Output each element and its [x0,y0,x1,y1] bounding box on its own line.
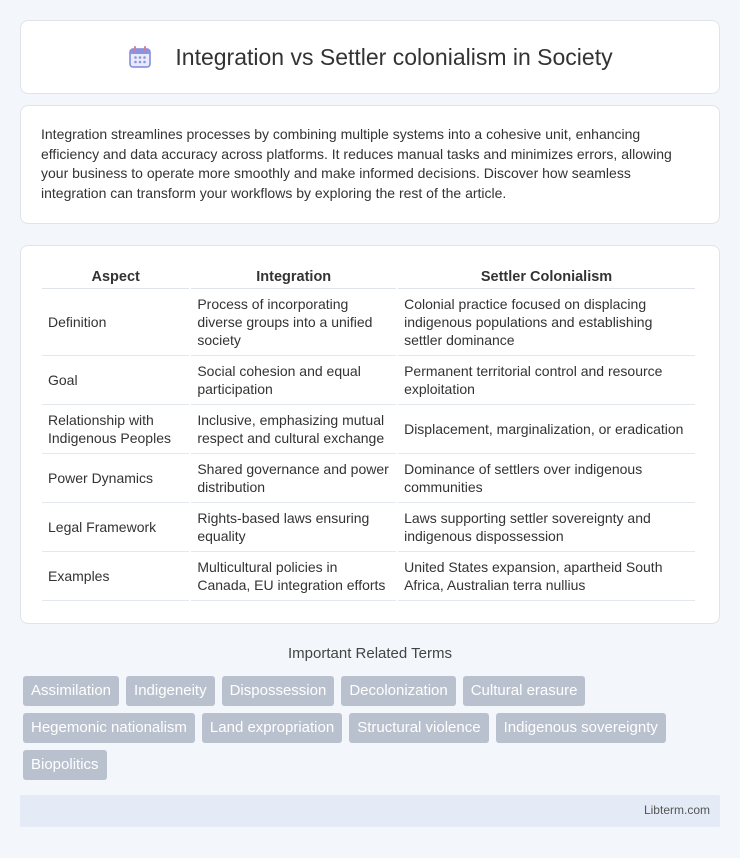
row-aspect: Definition [42,289,189,356]
table-row [42,503,695,552]
row-settler-colonialism: Permanent territorial control and resource exploitation [398,356,695,405]
row-aspect: Legal Framework [42,503,189,552]
term-tag[interactable]: Indigeneity [126,676,215,706]
title-card [20,20,720,94]
term-tag[interactable]: Structural violence [349,713,488,743]
calendar-icon [127,44,153,70]
row-integration: Inclusive, emphasizing mutual respect and cultural exchange [191,405,396,454]
row-settler-colonialism: Dominance of settlers over indigenous communities [398,454,695,503]
table-row [42,356,695,405]
term-tag[interactable]: Land expropriation [202,713,342,743]
row-settler-colonialism: United States expansion, apartheid South Africa, Australian terra nullius [398,552,695,601]
row-settler-colonialism: Displacement, marginalization, or eradication [398,405,695,454]
table-row [42,405,695,454]
footer [20,795,720,827]
comparison-card [20,245,720,624]
row-integration: Multicultural policies in Canada, EU integration efforts [191,552,396,601]
row-aspect: Power Dynamics [42,454,189,503]
table-row [42,289,695,356]
row-aspect: Goal [42,356,189,405]
row-settler-colonialism: Laws supporting settler sovereignty and indigenous dispossession [398,503,695,552]
row-integration: Social cohesion and equal participation [191,356,396,405]
header-settler-colonialism: Settler Colonialism [398,266,695,289]
row-settler-colonialism: Colonial practice focused on displacing indigenous populations and establishing settler dominance [398,289,695,356]
table-row [42,552,695,601]
term-tag[interactable]: Assimilation [23,676,119,706]
term-tag[interactable]: Cultural erasure [463,676,586,706]
related-terms-heading: Important Related Terms [288,645,452,662]
header-aspect: Aspect [42,266,189,289]
term-tag[interactable]: Indigenous sovereignty [496,713,666,743]
related-terms-list [23,676,723,780]
term-tag[interactable]: Dispossession [222,676,335,706]
table-header-row [42,266,695,289]
term-tag[interactable]: Decolonization [341,676,455,706]
row-integration: Rights-based laws ensuring equality [191,503,396,552]
row-integration: Process of incorporating diverse groups into a unified society [191,289,396,356]
comparison-table [40,266,697,601]
row-integration: Shared governance and power distribution [191,454,396,503]
intro-paragraph: Integration streamlines processes by combining multiple systems into a cohesive unit, enhancing efficiency and data accuracy across platforms. It reduces manual tasks and minimizes errors, allowing your business to operate more smoothly and make informed decisions. Discover how seamless integration can transform your workflows by exploring the rest of the article. [41,126,672,201]
row-aspect: Relationship with Indigenous Peoples [42,405,189,454]
page-title: Integration vs Settler colonialism in Society [175,43,613,70]
term-tag[interactable]: Hegemonic nationalism [23,713,195,743]
row-aspect: Examples [42,552,189,601]
intro-card [20,105,720,224]
table-row [42,454,695,503]
header-integration: Integration [191,266,396,289]
footer-site-link[interactable]: Libterm.com [643,803,710,817]
term-tag[interactable]: Biopolitics [23,750,107,780]
